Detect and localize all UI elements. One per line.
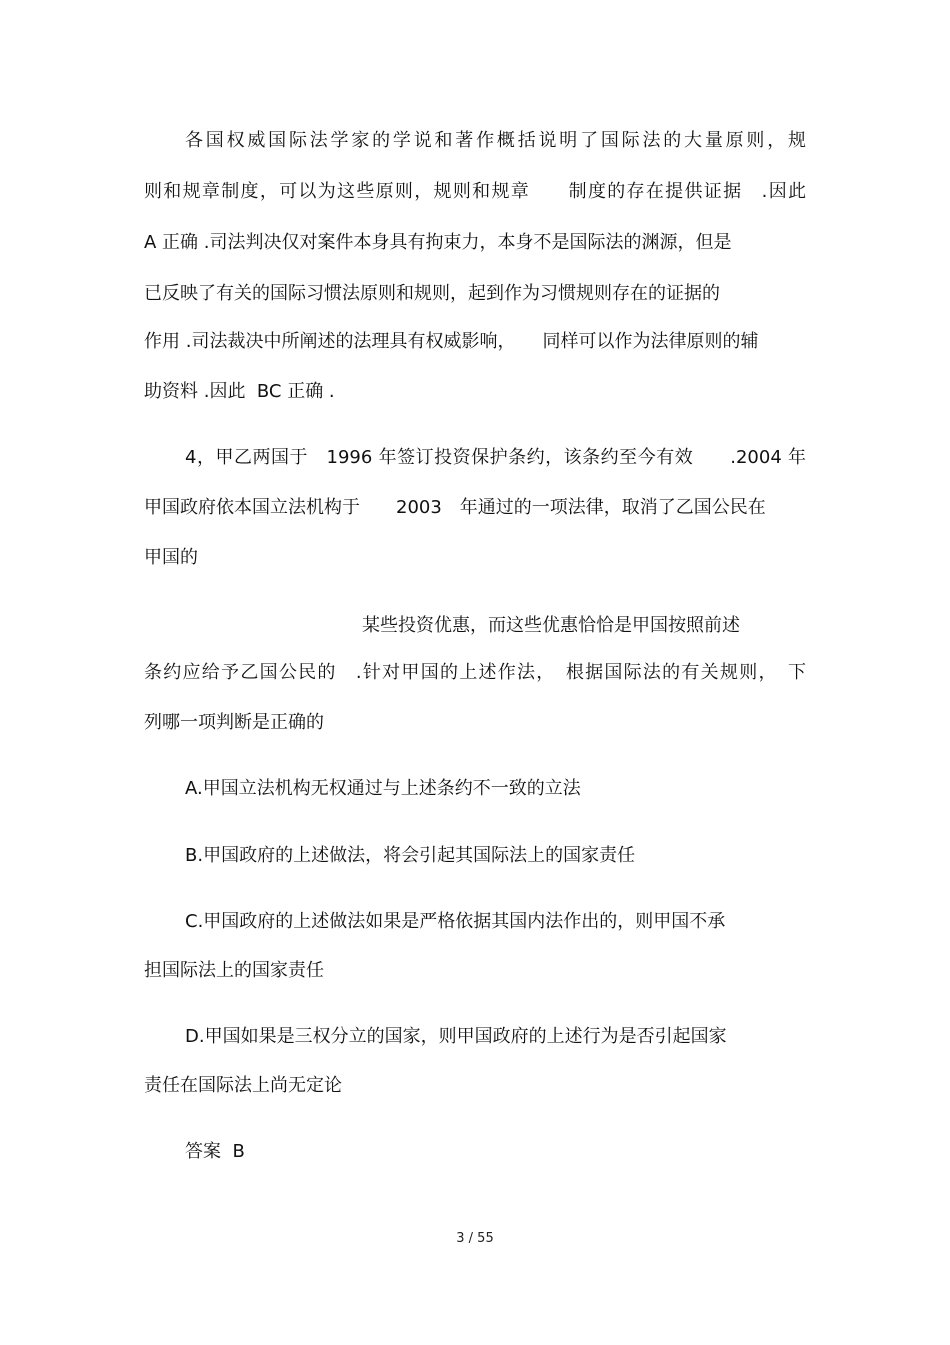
text-line: 助资料 .因此 BC 正确 . <box>144 381 335 402</box>
option-d-continued: 责任在国际法上尚无定论 <box>144 1075 342 1096</box>
option-d: D.甲国如果是三权分立的国家，则甲国政府的上述行为是否引起国家 <box>185 1026 727 1047</box>
text-line: 各国权威国际法学家的学说和著作概括说明了国际法的大量原则，规 <box>185 130 806 151</box>
question-line: 甲国政府依本国立法机构于 2003 年通过的一项法律，取消了乙国公民在 <box>144 497 766 518</box>
option-c: C.甲国政府的上述做法如果是严格依据其国内法作出的，则甲国不承 <box>185 911 726 932</box>
option-a: A.甲国立法机构无权通过与上述条约不一致的立法 <box>185 778 581 799</box>
text-line: 则和规章制度，可以为这些原则，规则和规章 制度的存在提供证据 .因此 <box>144 181 806 202</box>
text-line: 作用 .司法裁决中所阐述的法理具有权威影响， 同样可以作为法律原则的辅 <box>144 331 759 352</box>
option-b: B.甲国政府的上述做法，将会引起其国际法上的国家责任 <box>185 845 636 866</box>
question-line: 列哪一项判断是正确的 <box>144 712 324 733</box>
text-line: A 正确 .司法判决仅对案件本身具有拘束力，本身不是国际法的渊源，但是 <box>144 232 732 253</box>
text-line: 已反映了有关的国际习惯法原则和规则，起到作为习惯规则存在的证据的 <box>144 283 720 304</box>
question-line: 甲国的 <box>144 547 198 568</box>
question-line: 某些投资优惠，而这些优惠恰恰是甲国按照前述 <box>362 615 740 636</box>
page-number: 3 / 55 <box>456 1231 494 1246</box>
option-c-continued: 担国际法上的国家责任 <box>144 960 324 981</box>
question-line: 4，甲乙两国于 1996 年签订投资保护条约，该条约至今有效 .2004 年 <box>185 447 806 468</box>
answer-line: 答案 B <box>185 1141 245 1162</box>
question-line: 条约应给予乙国公民的 .针对甲国的上述作法， 根据国际法的有关规则， 下 <box>144 662 806 683</box>
